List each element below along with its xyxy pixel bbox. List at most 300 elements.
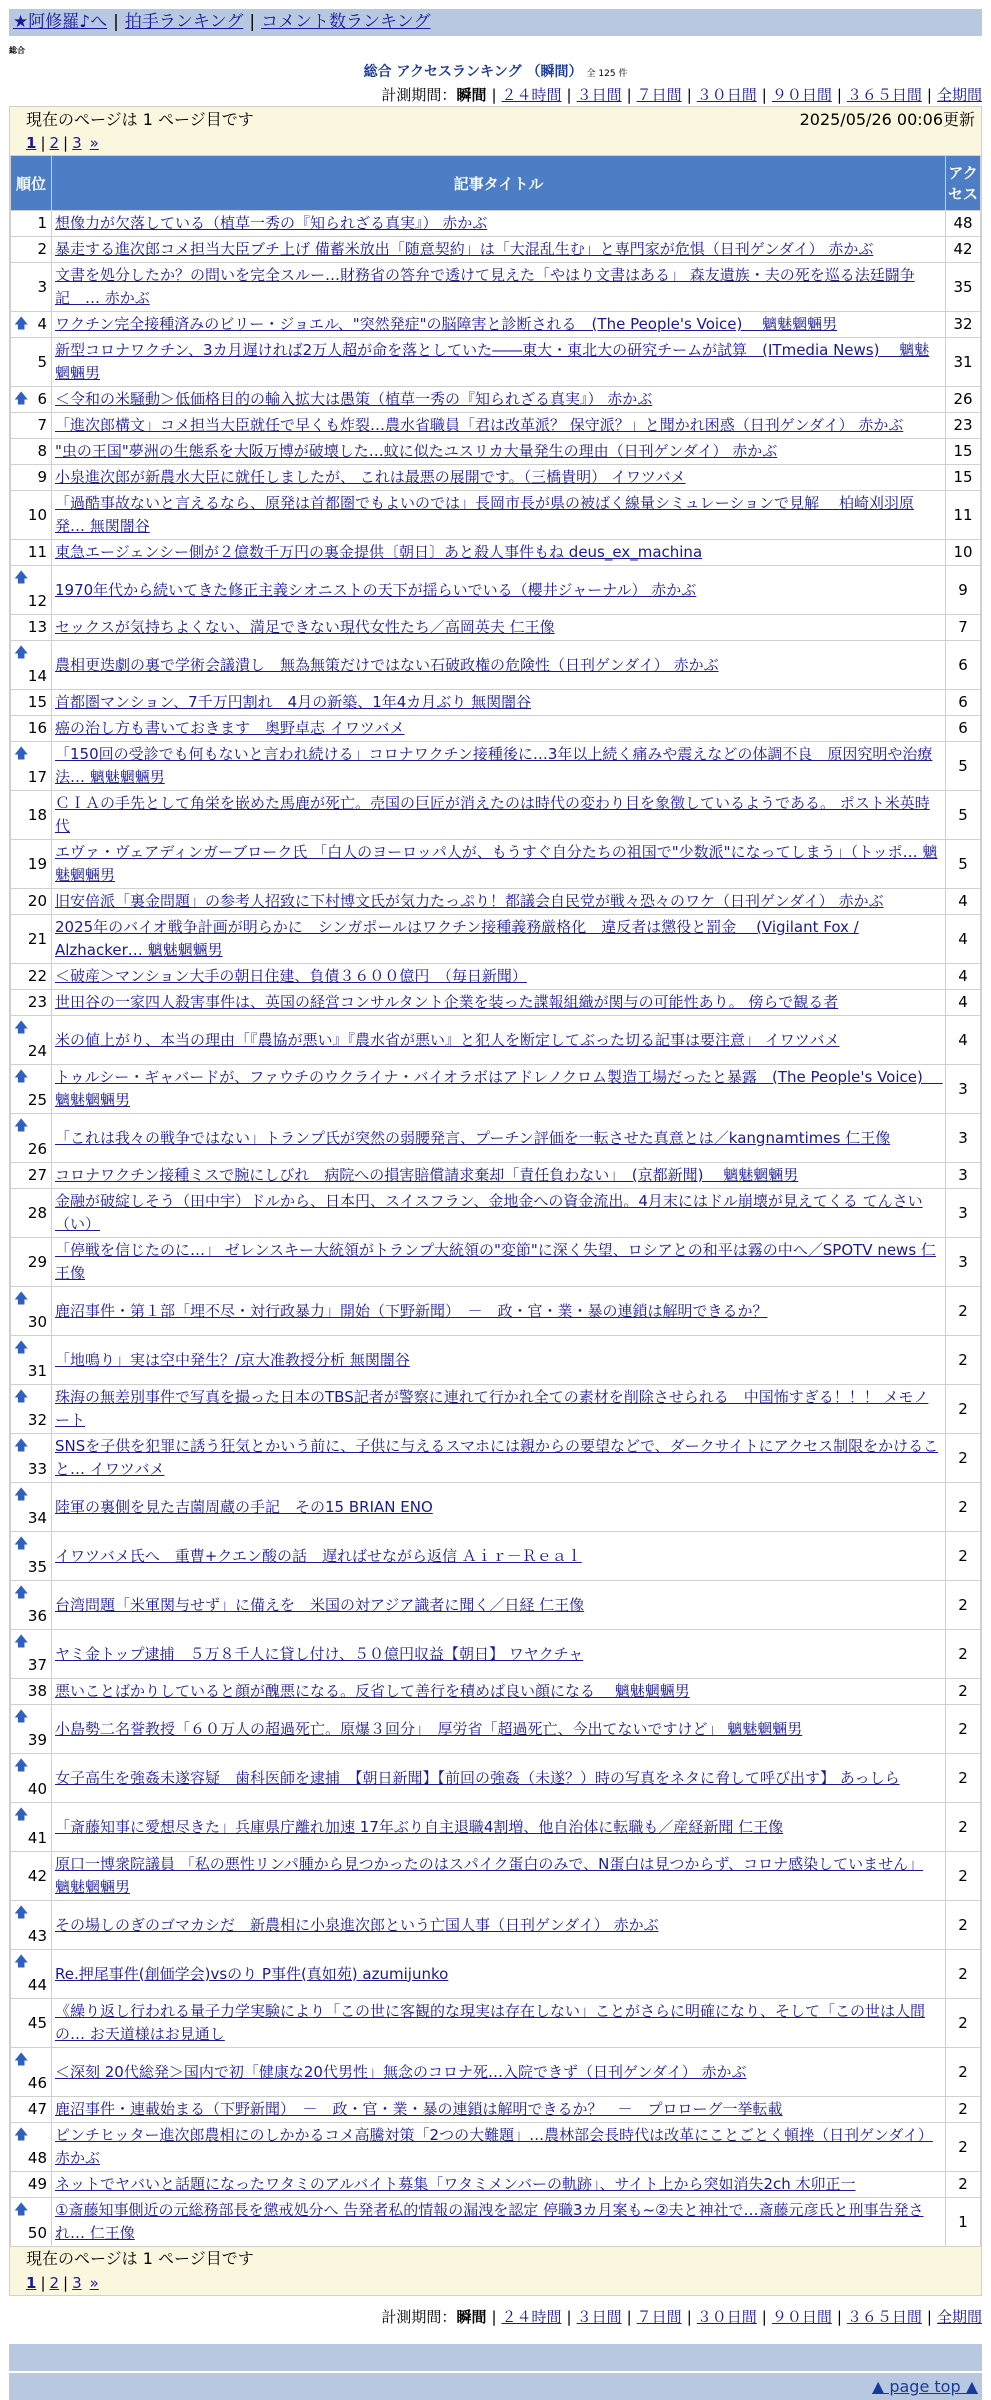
access-count: 2 <box>946 1385 980 1433</box>
rank-number: 40 <box>27 1780 47 1798</box>
current-page-text: 現在のページは 1 ページ目です <box>26 110 254 129</box>
title-cell <box>52 2123 945 2171</box>
rank-up-arrow-icon: 🡅 <box>14 1807 29 1823</box>
article-title-link[interactable]: ＜破産＞マンション大手の朝日住建、負債３６００億円 （毎日新聞） <box>55 967 527 985</box>
access-count: 2 <box>946 1679 980 1704</box>
rank-up-arrow-icon: 🡅 <box>14 2127 29 2143</box>
article-title-link[interactable]: 「停戦を信じたのに…」 ゼレンスキー大統領がトランプ大統領の"変節"に深く失望、ロシアとの和平は霧の中へ／SPOTV news 仁王像 <box>55 1241 936 1282</box>
period-link-7d[interactable]: ７日間 <box>636 86 682 104</box>
rank-number: 3 <box>37 277 47 296</box>
rank-cell <box>11 540 51 565</box>
table-row <box>11 1016 980 1064</box>
period-link-90d[interactable]: ９０日間 <box>771 86 832 104</box>
title-cell <box>52 312 945 337</box>
title-cell <box>52 1483 945 1531</box>
article-title-link[interactable]: ＜令和の米騒動＞低価格目的の輸入拡大は愚策（植草一秀の『知られざる真実』） 赤かぶ <box>55 390 653 408</box>
period-link-30d[interactable]: ３０日間 <box>696 86 757 104</box>
title-cell <box>52 1901 945 1949</box>
access-count: 10 <box>946 540 980 565</box>
title-cell <box>52 263 945 311</box>
access-count: 5 <box>946 840 980 888</box>
rank-number: 49 <box>27 2175 47 2193</box>
table-row <box>11 1803 980 1851</box>
period-link-7d[interactable]: ７日間 <box>636 2308 682 2326</box>
article-title-link[interactable]: 台湾問題「米軍関与せず」に備えを 米国の対アジア識者に聞く／日経 仁王像 <box>55 1595 585 1614</box>
rank-number: 39 <box>27 1731 47 1749</box>
title-cell <box>52 840 945 888</box>
rank-up-arrow-icon: 🡅 <box>14 316 29 332</box>
rank-cell <box>11 1434 51 1482</box>
period-link-24h[interactable]: ２４時間 <box>501 86 562 104</box>
rank-up-arrow-icon: 🡅 <box>14 1118 29 1134</box>
article-title-link[interactable]: その場しのぎのゴマカシだ 新農相に小泉進次郎という亡国人事（日刊ゲンダイ） 赤かぶ <box>55 1915 659 1934</box>
table-row <box>11 840 980 888</box>
title-cell <box>52 716 945 741</box>
rank-cell <box>11 413 51 438</box>
table-row <box>11 2048 980 2096</box>
article-title-link[interactable]: 1970年代から続いてきた修正主義シオニストの天下が揺らいでいる（櫻井ジャーナル） 赤かぶ <box>55 580 697 599</box>
article-title-link[interactable]: 想像力が欠落している（植草一秀の『知られざる真実』） 赤かぶ <box>55 214 488 232</box>
article-title-link[interactable]: "虫の王国"夢洲の生態系を大阪万博が破壊した…蚊に似たユスリカ大量発生の理由（日刊ゲンダイ） 赤かぶ <box>55 442 778 460</box>
rank-number: 1 <box>37 214 47 232</box>
nav-link-comment-ranking[interactable]: コメント数ランキング <box>261 12 431 32</box>
rank-number: 20 <box>27 892 47 910</box>
article-title-link[interactable]: 「斎藤知事に愛想尽きた」兵庫県庁離れ加速 17年ぶり自主退職4割増、他自治体に転職も／産経新聞 仁王像 <box>55 1817 784 1836</box>
rank-cell <box>11 1754 51 1802</box>
title-cell <box>52 1065 945 1113</box>
rank-cell <box>11 1287 51 1335</box>
access-count: 9 <box>946 566 980 614</box>
table-row <box>11 338 980 386</box>
access-count: 2 <box>946 1852 980 1900</box>
access-count: 4 <box>946 889 980 914</box>
rank-cell <box>11 1705 51 1753</box>
article-title-link[interactable]: 「地鳴り」実は空中発生？/京大准教授分析 無関闇谷 <box>55 1350 410 1369</box>
access-count: 7 <box>946 615 980 640</box>
rank-number: 50 <box>27 2224 47 2242</box>
period-link-24h[interactable]: ２４時間 <box>501 2308 562 2326</box>
access-count: 3 <box>946 1238 980 1286</box>
rank-number: 43 <box>27 1927 47 1945</box>
page-info-bottom <box>10 2247 981 2271</box>
access-count: 2 <box>946 1434 980 1482</box>
access-count: 23 <box>946 413 980 438</box>
table-row <box>11 2198 980 2246</box>
rank-cell <box>11 1016 51 1064</box>
period-link-90d[interactable]: ９０日間 <box>771 2308 832 2326</box>
rank-up-arrow-icon: 🡅 <box>14 1536 29 1552</box>
article-title-link[interactable]: 首都圏マンション、7千万円割れ 4月の新築、1年4カ月ぶり 無関闇谷 <box>55 693 532 711</box>
title-cell <box>52 1999 945 2047</box>
article-title-link[interactable]: ネットでヤバいと話題になったワタミのアルバイト募集「ワタミメンバーの軌跡」、サイト上から突如消失2ch 木卯正一 <box>55 2175 856 2193</box>
rank-cell <box>11 641 51 689</box>
table-row <box>11 1163 980 1188</box>
rank-up-arrow-icon: 🡅 <box>14 2202 29 2218</box>
rank-number: 18 <box>27 805 47 824</box>
article-title-link[interactable]: イワツバメ氏へ 重曹+クエン酸の話 遅ればせながら返信 Ａｉｒ－Ｒｅａｌ <box>55 1546 582 1565</box>
article-title-link[interactable]: 鹿沼事件・連載始まる（下野新聞） － 政・官・業・暴の連鎖は解明できるか？ － プロローグ一挙転載 <box>55 2100 783 2118</box>
page-link-3[interactable]: 3 <box>72 2274 82 2292</box>
rank-cell <box>11 1483 51 1531</box>
article-title-link[interactable]: 世田谷の一家四人殺害事件は、英国の経営コンサルタント企業を装った諜報組織が関与の可能性あり。 傍らで観る者 <box>55 993 839 1011</box>
table-row <box>11 1114 980 1162</box>
table-row <box>11 1532 980 1580</box>
article-title-link[interactable]: セックスが気持ちよくない、満足できない現代女性たち／高岡英夫 仁王像 <box>55 618 555 636</box>
article-title-link[interactable]: Re.押尾事件(創価学会)vsのり P事件(真如苑) azumijunko <box>55 1964 449 1983</box>
article-title-link[interactable]: 「過酷事故ないと言えるなら、原発は首都圏でもよいのでは」長岡市長が県の被ばく線量シミュレーションで見解 柏崎刈羽原発… 無関闇谷 <box>55 494 914 535</box>
rank-cell <box>11 1679 51 1704</box>
article-title-link[interactable]: 金融が破綻しそう（田中宇）ドルから、日本円、スイスフラン、金地金への資金流出。4月末にはドル崩壊が見えてくる てんさい（い） <box>55 1192 923 1233</box>
period-link-all[interactable]: 全期間 <box>936 2308 982 2326</box>
title-cell <box>52 491 945 539</box>
table-row <box>11 1434 980 1482</box>
access-count: 4 <box>946 964 980 989</box>
rank-number: 42 <box>27 1866 47 1885</box>
table-row <box>11 1189 980 1237</box>
period-link-365d[interactable]: ３６５日間 <box>846 2308 922 2326</box>
table-row <box>11 2172 980 2197</box>
rank-cell <box>11 1114 51 1162</box>
period-link-3d[interactable]: ３日間 <box>576 2308 622 2326</box>
rank-number: 24 <box>27 1042 47 1060</box>
access-count: 35 <box>946 263 980 311</box>
title-cell <box>52 338 945 386</box>
rank-number: 6 <box>37 390 47 408</box>
title-cell <box>52 990 945 1015</box>
pager-bottom: 1 | 2 | 3 » <box>26 2274 99 2292</box>
title-cell <box>52 1754 945 1802</box>
rank-number: 37 <box>27 1656 47 1674</box>
page-link-1[interactable]: 1 <box>26 2274 37 2292</box>
rank-number: 36 <box>27 1607 47 1625</box>
rank-cell <box>11 1901 51 1949</box>
article-title-link[interactable]: トゥルシー・ギャバードが、ファウチのウクライナ・バイオラボはアドレノクロム製造工場だったと暴露 (The People's Voice) 魑魅魍魎男 <box>55 1068 943 1109</box>
access-count: 3 <box>946 1163 980 1188</box>
article-title-link[interactable]: 東急エージェンシー側が２億数千万円の裏金提供〔朝日〕あと殺人事件もね deus_ex_machina <box>55 543 703 561</box>
rank-cell <box>11 1238 51 1286</box>
rank-cell <box>11 716 51 741</box>
article-title-link[interactable]: ＜深刻 20代総発＞国内で初「健康な20代男性」無念のコロナ死…入院できず（日刊ゲンダイ） 赤かぶ <box>55 2062 747 2081</box>
table-row <box>11 1336 980 1384</box>
rank-number: 16 <box>27 719 47 737</box>
rank-cell <box>11 237 51 262</box>
table-row <box>11 1581 980 1629</box>
table-row <box>11 716 980 741</box>
rank-cell <box>11 1163 51 1188</box>
title-cell <box>52 1581 945 1629</box>
rank-cell <box>11 690 51 715</box>
access-count: 2 <box>946 1901 980 1949</box>
title-cell <box>52 1189 945 1237</box>
table-row <box>11 791 980 839</box>
title-cell <box>52 2097 945 2122</box>
rank-number: 5 <box>37 352 47 371</box>
rank-cell <box>11 964 51 989</box>
rank-up-arrow-icon: 🡅 <box>14 1487 29 1503</box>
access-count: 2 <box>946 1803 980 1851</box>
title-cell <box>52 1950 945 1998</box>
page-link-next[interactable]: » <box>89 2274 99 2292</box>
rank-number: 12 <box>27 592 47 610</box>
access-count: 5 <box>946 742 980 790</box>
access-count: 5 <box>946 791 980 839</box>
access-count: 2 <box>946 2048 980 2096</box>
title-cell <box>52 1016 945 1064</box>
article-title-link[interactable]: 2025年のバイオ戦争計画が明らかに シンガポールはワクチン接種義務厳格化 違反者は懲役と罰金 (Vigilant Fox / Alzhacker… 魑魅魍魎男 <box>55 918 859 959</box>
rank-up-arrow-icon: 🡅 <box>14 645 29 661</box>
rank-up-arrow-icon: 🡅 <box>14 1585 29 1601</box>
title-cell <box>52 1532 945 1580</box>
rank-number: 25 <box>27 1091 47 1109</box>
page-link-3[interactable]: 3 <box>72 134 82 152</box>
article-title-link[interactable]: 鹿沼事件・第１部「埋不尽・対行政暴力」開始（下野新聞） － 政・官・業・暴の連鎖は解明できるか？ <box>55 1301 768 1320</box>
rank-cell <box>11 2198 51 2246</box>
rank-up-arrow-icon: 🡅 <box>14 1340 29 1356</box>
rank-number: 33 <box>27 1460 47 1478</box>
article-title-link[interactable]: SNSを子供を犯罪に誘う狂気とかいう前に、子供に与えるスマホには親からの要望などで、ダークサイトにアクセス制限をかけること… イワツバメ <box>55 1437 939 1478</box>
table-row <box>11 1950 980 1998</box>
article-title-link[interactable]: 癌の治し方も書いておきます 奥野卓志 イワツバメ <box>55 719 405 737</box>
rank-cell <box>11 263 51 311</box>
rank-up-arrow-icon: 🡅 <box>14 391 29 407</box>
page-link-2[interactable]: 2 <box>49 134 60 152</box>
rank-cell <box>11 1999 51 2047</box>
article-title-link[interactable]: 「進次郎構文」コメ担当大臣就任で早くも炸裂…農水省職員「君は改革派？ 保守派？」と聞かれ困惑（日刊ゲンダイ） 赤かぶ <box>55 416 904 434</box>
access-count: 2 <box>946 2172 980 2197</box>
article-title-link[interactable]: 珠海の無差別事件で写真を撮った日本のTBS記者が警察に連れて行かれ全ての素材を削除させられる 中国怖すぎる！！！ メモノート <box>55 1388 929 1429</box>
article-title-link[interactable]: コロナワクチン接種ミスで腕にしびれ 病院への損害賠償請求棄却「責任負わない」 (京都新聞) 魑魅魍魎男 <box>55 1166 799 1184</box>
table-row <box>11 1238 980 1286</box>
article-title-link[interactable]: 原口一博衆院議員 「私の悪性リンパ腫から見つかったのはスパイク蛋白のみで、N蛋白は見つからず、コロナ感染していません」 魑魅魍魎男 <box>55 1855 924 1896</box>
access-count: 2 <box>946 1483 980 1531</box>
article-title-link[interactable]: 「150回の受診でも何もないと言われ続ける」コロナワクチン接種後に…3年以上続く痛みや震えなどの体調不良 原因究明や治療法… 魑魅魍魎男 <box>55 745 933 786</box>
rank-cell <box>11 1336 51 1384</box>
table-row <box>11 1754 980 1802</box>
article-title-link[interactable]: ピンチヒッター進次郎農相にのしかかるコメ高騰対策「2つの大難題」…農林部会長時代は改革にことごとく頓挫（日刊ゲンダイ） 赤かぶ <box>55 2126 933 2167</box>
title-cell <box>52 540 945 565</box>
page-info-top <box>10 107 981 131</box>
column-header-title: 記事タイトル <box>52 156 945 210</box>
rank-number: 22 <box>27 967 47 985</box>
table-row <box>11 889 980 914</box>
table-row <box>11 439 980 464</box>
rank-number: 9 <box>37 468 47 486</box>
title-cell <box>52 1238 945 1286</box>
article-title-link[interactable]: ワクチン完全接種済みのビリー・ジョエル、"突然発症"の脳障害と診断される (The People's Voice) 魑魅魍魎男 <box>55 315 838 333</box>
article-title-link[interactable]: 農相更迭劇の裏で学術会議潰し 無為無策だけではない石破政権の危険性（日刊ゲンダイ） 赤かぶ <box>55 655 719 674</box>
rank-cell <box>11 1189 51 1237</box>
article-title-link[interactable]: ＣＩＡの手先として角栄を嵌めた馬鹿が死亡。売国の巨匠が消えたのは時代の変わり目を象徴しているようである。 ポスト米英時代 <box>55 794 930 835</box>
title-cell <box>52 465 945 490</box>
rank-number: 7 <box>37 416 47 434</box>
rank-up-arrow-icon: 🡅 <box>14 1709 29 1725</box>
table-row <box>11 540 980 565</box>
page-link-1[interactable]: 1 <box>26 134 37 152</box>
rank-up-arrow-icon: 🡅 <box>14 1389 29 1405</box>
rank-number: 47 <box>27 2100 47 2118</box>
period-selector-top: 計測期間：瞬間 | ２４時間 | ３日間 | ７日間 | ３０日間 | ９０日間 | ３６５日間 | 全期間 <box>381 86 982 104</box>
rank-number: 19 <box>27 854 47 873</box>
table-row <box>11 413 980 438</box>
rank-up-arrow-icon: 🡅 <box>14 570 29 586</box>
table-row <box>11 2123 980 2171</box>
rank-cell <box>11 2048 51 2096</box>
table-row <box>11 1483 980 1531</box>
rank-number: 13 <box>27 618 47 636</box>
ranking-rows <box>11 211 980 2246</box>
title-cell <box>52 641 945 689</box>
title-cell <box>52 1336 945 1384</box>
column-header-rank: 順位 <box>11 156 51 210</box>
rank-cell <box>11 742 51 790</box>
nav-link-asyura[interactable]: ★阿修羅♪へ <box>13 12 108 32</box>
article-title-link[interactable]: 米の値上がり、本当の理由「『農協が悪い』『農水省が悪い』と犯人を断定してぶった切る記事は要注意」 イワツバメ <box>55 1030 840 1049</box>
article-title-link[interactable]: 旧安倍派「裏金問題」の参考人招致に下村博文氏が気力たっぷり！都議会自民党が戦々恐々のワケ（日刊ゲンダイ） 赤かぶ <box>55 892 884 910</box>
page-link-2[interactable]: 2 <box>49 2274 60 2292</box>
rank-number: 8 <box>37 442 47 460</box>
page-title-block <box>0 62 991 82</box>
title-cell <box>52 1803 945 1851</box>
rank-up-arrow-icon: 🡅 <box>14 1020 29 1036</box>
article-title-link[interactable]: 新型コロナワクチン、3カ月遅ければ2万人超が命を落としていた――東大・東北大の研究チームが試算 (ITmedia News) 魑魅魍魎男 <box>55 341 930 382</box>
period-label: 計測期間： <box>381 86 457 104</box>
title-cell <box>52 2198 945 2246</box>
table-row <box>11 1630 980 1678</box>
table-row <box>11 263 980 311</box>
rank-number: 30 <box>27 1313 47 1331</box>
table-row <box>11 465 980 490</box>
table-row <box>11 690 980 715</box>
title-cell <box>52 1434 945 1482</box>
article-title-link[interactable]: 小島勢二名誉教授「６０万人の超過死亡。原爆３回分」 厚労省「超過死亡、今出てないですけど」 魑魅魍魎男 <box>55 1719 803 1738</box>
rank-cell <box>11 387 51 412</box>
rank-cell <box>11 1532 51 1580</box>
table-row <box>11 1679 980 1704</box>
access-count: 2 <box>946 2097 980 2122</box>
table-row <box>11 1852 980 1900</box>
rank-up-arrow-icon: 🡅 <box>14 1069 29 1085</box>
access-count: 42 <box>946 237 980 262</box>
access-count: 2 <box>946 1999 980 2047</box>
title-cell <box>52 1114 945 1162</box>
table-row <box>11 641 980 689</box>
access-count: 2 <box>946 2123 980 2171</box>
access-count: 6 <box>946 641 980 689</box>
rank-cell <box>11 990 51 1015</box>
rank-cell <box>11 338 51 386</box>
rank-number: 10 <box>27 505 47 524</box>
access-count: 2 <box>946 1336 980 1384</box>
rank-number: 17 <box>27 768 47 786</box>
article-title-link[interactable]: 悪いことばかりしていると顔が醜悪になる。反省して善行を積めば良い顔になる 魑魅魍魎男 <box>55 1682 690 1700</box>
rank-number: 2 <box>37 240 47 258</box>
table-row <box>11 742 980 790</box>
article-title-link[interactable]: 女子高生を強姦未遂容疑 歯科医師を逮捕 【朝日新聞】【前回の強姦（未遂？）時の写真をネタに脅して呼び出す】 あっしら <box>55 1768 900 1787</box>
table-row <box>11 491 980 539</box>
table-row <box>11 1901 980 1949</box>
article-title-link[interactable]: 「これは我々の戦争ではない」トランプ氏が突然の弱腰発言、プーチン評価を一転させた真意とは／kangnamtimes 仁王像 <box>55 1128 891 1147</box>
nav-separator: | <box>113 12 119 32</box>
access-count: 3 <box>946 1189 980 1237</box>
rank-cell <box>11 840 51 888</box>
title-cell <box>52 791 945 839</box>
total-count: 全 125 件 <box>586 69 628 79</box>
access-count: 6 <box>946 716 980 741</box>
article-title-link[interactable]: 文書を処分したか？の問いを完全スルー…財務省の答弁で透けて見えた「やはり文書はある」 森友遺族・夫の死を巡る法廷闘争記 … 赤かぶ <box>55 266 915 307</box>
bottom-nav-bar <box>9 2344 982 2371</box>
rank-cell <box>11 566 51 614</box>
table-row <box>11 2097 980 2122</box>
rank-up-arrow-icon: 🡅 <box>14 1634 29 1650</box>
rank-cell <box>11 312 51 337</box>
page-link-next[interactable]: » <box>89 134 99 152</box>
article-title-link[interactable]: 暴走する進次郎コメ担当大臣ブチ上げ 備蓄米放出「随意契約」は「大混乱生む」と専門家が危惧（日刊ゲンダイ） 赤かぶ <box>55 240 874 258</box>
rank-cell <box>11 465 51 490</box>
period-selector-bottom: 計測期間：瞬間 | ２４時間 | ３日間 | ７日間 | ３０日間 | ９０日間 | ３６５日間 | 全期間 <box>381 2308 982 2326</box>
table-row <box>11 990 980 1015</box>
rank-number: 14 <box>27 667 47 685</box>
access-count: 2 <box>946 1630 980 1678</box>
table-row <box>11 1385 980 1433</box>
period-link-3d[interactable]: ３日間 <box>576 86 622 104</box>
rank-cell <box>11 1630 51 1678</box>
article-title-link[interactable]: 小泉進次郎が新農水大臣に就任しましたが、 これは最悪の展開です。（三橋貴明） イワツバメ <box>55 468 686 486</box>
article-title-link[interactable]: 陸軍の裏側を見た吉薗周蔵の手記 その15 BRIAN ENO <box>55 1497 433 1516</box>
table-row <box>11 615 980 640</box>
access-count: 4 <box>946 915 980 963</box>
rank-cell <box>11 2123 51 2171</box>
table-row <box>11 1065 980 1113</box>
rank-up-arrow-icon: 🡅 <box>14 1438 29 1454</box>
access-count: 2 <box>946 1287 980 1335</box>
nav-separator: | <box>249 12 256 32</box>
title-cell <box>52 690 945 715</box>
access-count: 2 <box>946 1581 980 1629</box>
article-title-link[interactable]: エヴァ・ヴェアディンガーブローク氏 「白人のヨーロッパ人が、もうすぐ自分たちの祖国で"少数派"になってしまう」（トッポ… 魑魅魍魎男 <box>55 843 938 884</box>
rank-number: 27 <box>27 1166 47 1184</box>
title-cell <box>52 2048 945 2096</box>
access-count: 2 <box>946 1705 980 1753</box>
article-title-link[interactable]: ①斎藤知事側近の元総務部長を懲戒処分へ 告発者私的情報の漏洩を認定 停職3カ月案も~②夫と神社で…斎藤元彦氏と刑事告発され… 仁王像 <box>55 2201 924 2242</box>
rank-number: 34 <box>27 1509 47 1527</box>
rank-number: 21 <box>27 929 47 948</box>
period-link-all[interactable]: 全期間 <box>936 86 982 104</box>
rank-number: 15 <box>27 693 47 711</box>
column-header-access: アクセス <box>946 156 980 210</box>
access-count: 4 <box>946 1016 980 1064</box>
period-link-365d[interactable]: ３６５日間 <box>846 86 922 104</box>
rank-up-arrow-icon: 🡅 <box>14 1291 29 1307</box>
page-title: 総合 アクセスランキング （瞬間） <box>363 64 583 80</box>
title-cell <box>52 566 945 614</box>
access-count: 4 <box>946 990 980 1015</box>
nav-link-clap-ranking[interactable]: 拍手ランキング <box>124 12 244 32</box>
title-cell <box>52 915 945 963</box>
article-title-link[interactable]: 《繰り返し行われる量子力学実験により「この世に客観的な現実は存在しない」ことがさらに明確になり、そして「この世は人間の… お天道様はお見通し <box>55 2002 926 2043</box>
rank-cell <box>11 1065 51 1113</box>
article-title-link[interactable]: ヤミ金トップ逮捕 ５万８千人に貸し付け、５０億円収益【朝日】 ワヤクチャ <box>55 1644 584 1663</box>
access-count: 1 <box>946 2198 980 2246</box>
table-row <box>11 387 980 412</box>
period-link-30d[interactable]: ３０日間 <box>696 2308 757 2326</box>
updated-timestamp: 2025/05/26 00:06更新 <box>799 110 975 129</box>
rank-up-arrow-icon: 🡅 <box>14 1758 29 1774</box>
rank-number: 11 <box>27 543 47 561</box>
rank-cell <box>11 211 51 236</box>
access-count: 32 <box>946 312 980 337</box>
access-count: 6 <box>946 690 980 715</box>
page-top-link[interactable]: ▲ page top ▲ <box>871 2377 978 2396</box>
